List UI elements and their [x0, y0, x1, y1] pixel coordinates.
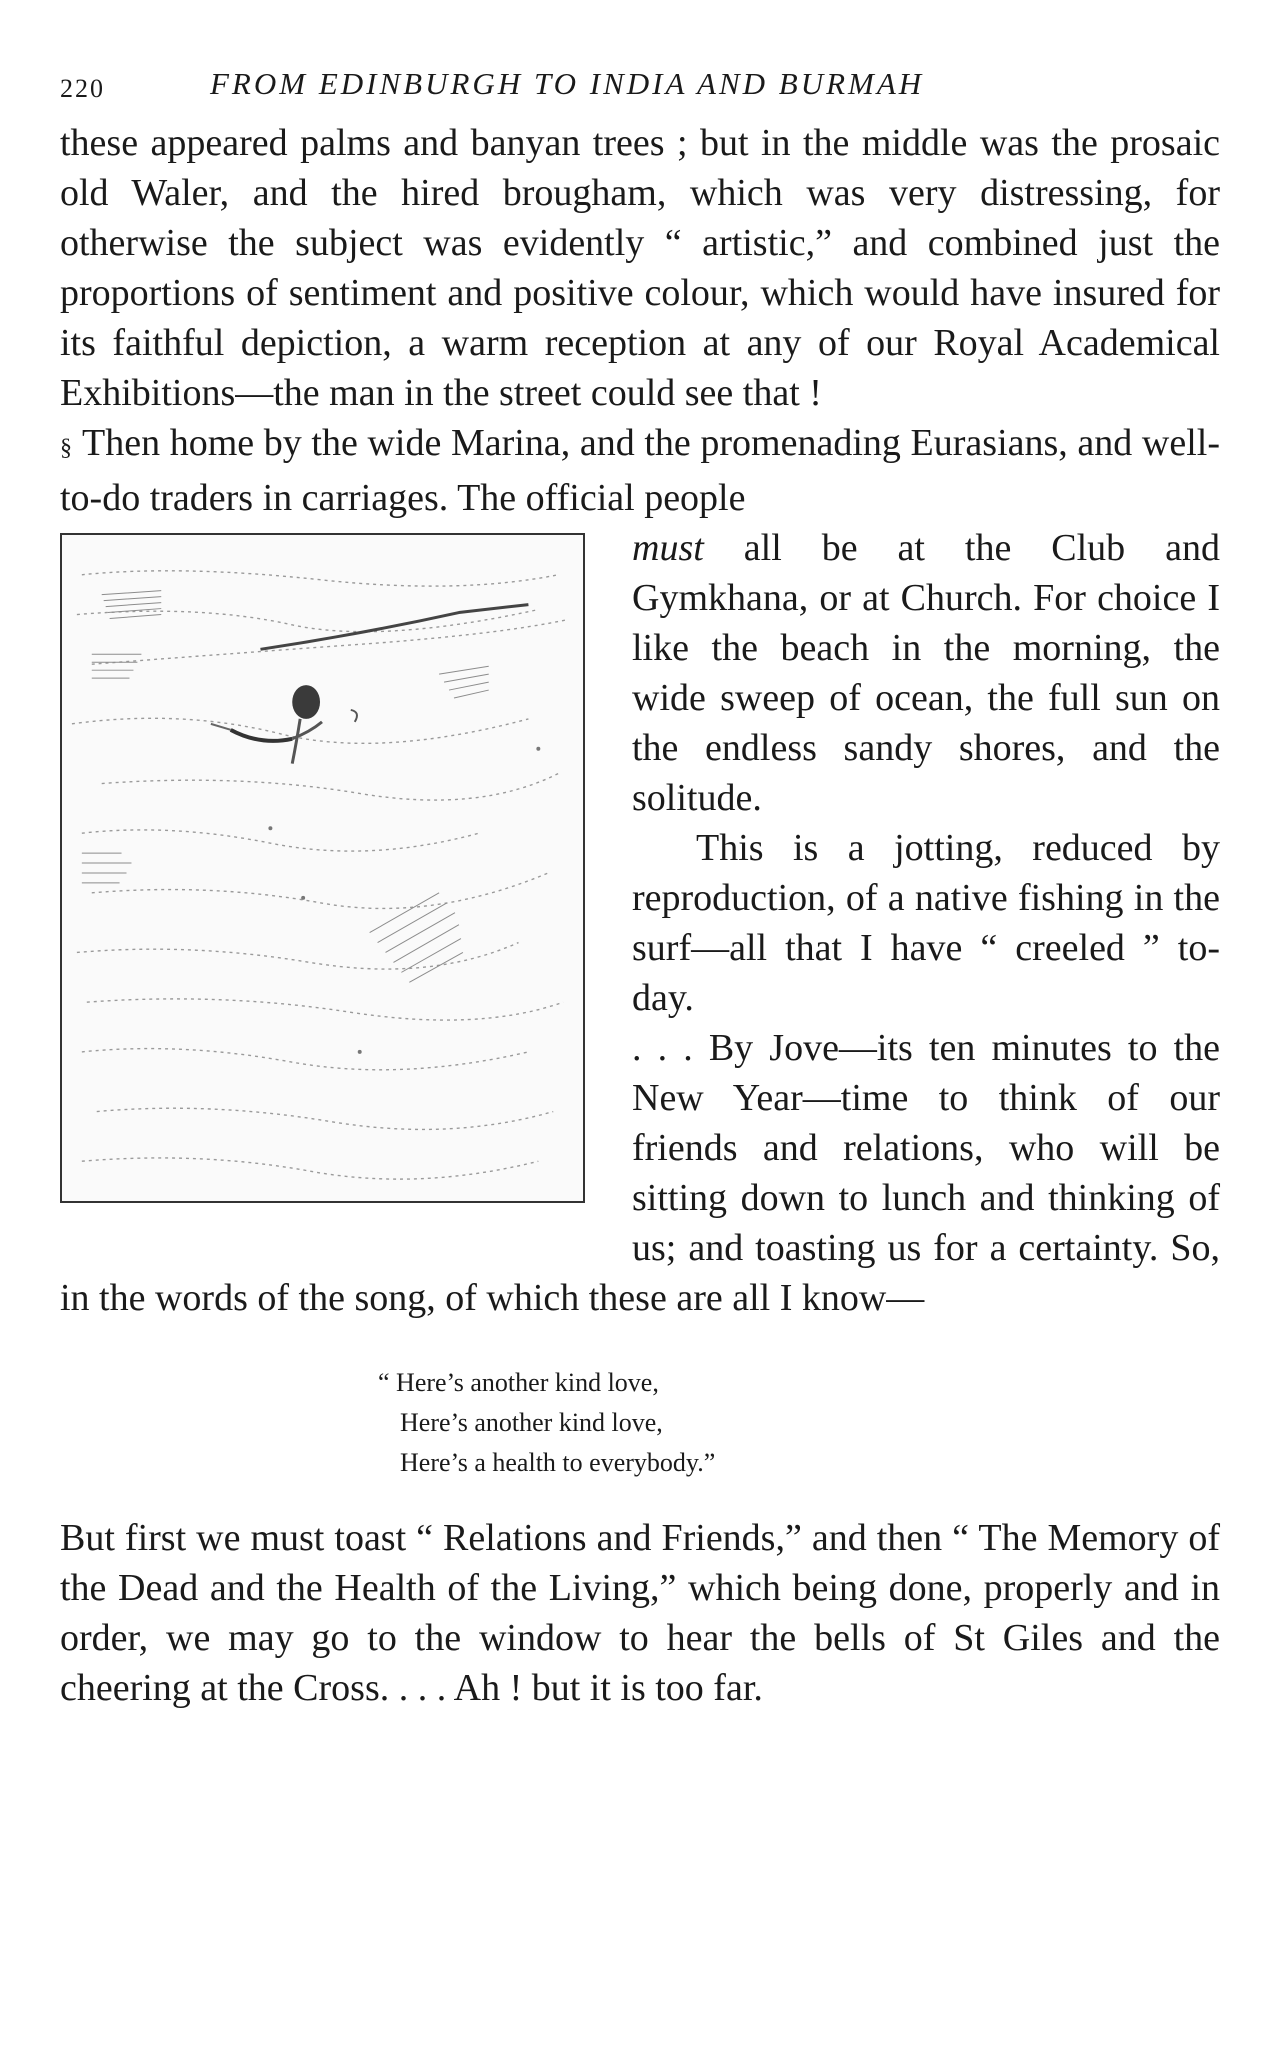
figure-sketch [60, 523, 592, 1219]
paragraph-2-start: Then home by the wide Marina, and the promenading Eurasians, and well-to-do traders in carriages. The official people [60, 422, 1220, 519]
paragraph-2-end: all be at the Club and Gymkhana, or at Church. For choice I like the beach in the morning, the wide sweep of ocean, the full sun on the endless sandy shores, and the solitude. [632, 527, 1221, 819]
paragraph-mark-icon: § [60, 435, 72, 461]
paragraph-2-emphasis: must [632, 527, 704, 569]
body-text [60, 118, 1220, 1713]
page-number: 220 [60, 74, 105, 103]
paragraph-5: But first we must toast “ Relations and Friends,” and then “ The Memory of the Dead and the Health of the Living,” which being done, properly and in order, we may go to the window to hear the bells of St Giles and the cheering at the Cross. . . . Ah ! but it is too far. [60, 1517, 1220, 1709]
verse-line-2: Here’s another kind love, [400, 1408, 663, 1437]
paragraph-1: these appeared palms and banyan trees ; but in the middle was the prosaic old Waler, and the hired brougham, which was very distressing, for otherwise the subject was evidently “ artistic,” and combined just the proportions of sentiment and positive colour, which would have insured for its faithful depiction, a warm reception at any of our Royal Academical Exhibitions—the man in the street could see that ! [60, 122, 1220, 414]
running-title: FROM EDINBURGH TO INDIA AND BURMAH [210, 66, 925, 101]
paragraph-4: . . . By Jove—its ten minutes to the New Year—time to think of our friends and relations, who will be sitting down to lunch and thinking of us; and toasting us for a certainty. So, in the words of the song, of which these are all I know— [60, 1027, 1220, 1319]
paragraph-2-lead [60, 418, 1220, 523]
fisherman-sketch-illustration [62, 535, 583, 1201]
book-page [60, 58, 1220, 1713]
running-head [60, 58, 1220, 118]
figure-frame [60, 533, 585, 1203]
song-verse [378, 1363, 1220, 1483]
verse-line-3: Here’s a health to everybody.” [400, 1448, 716, 1477]
paragraph-3: This is a jotting, reduced by reproduction, of a native fishing in the surf—all that I have “ creeled ” to-day. [632, 827, 1220, 1019]
verse-line-1: “ Here’s another kind love, [378, 1368, 659, 1397]
